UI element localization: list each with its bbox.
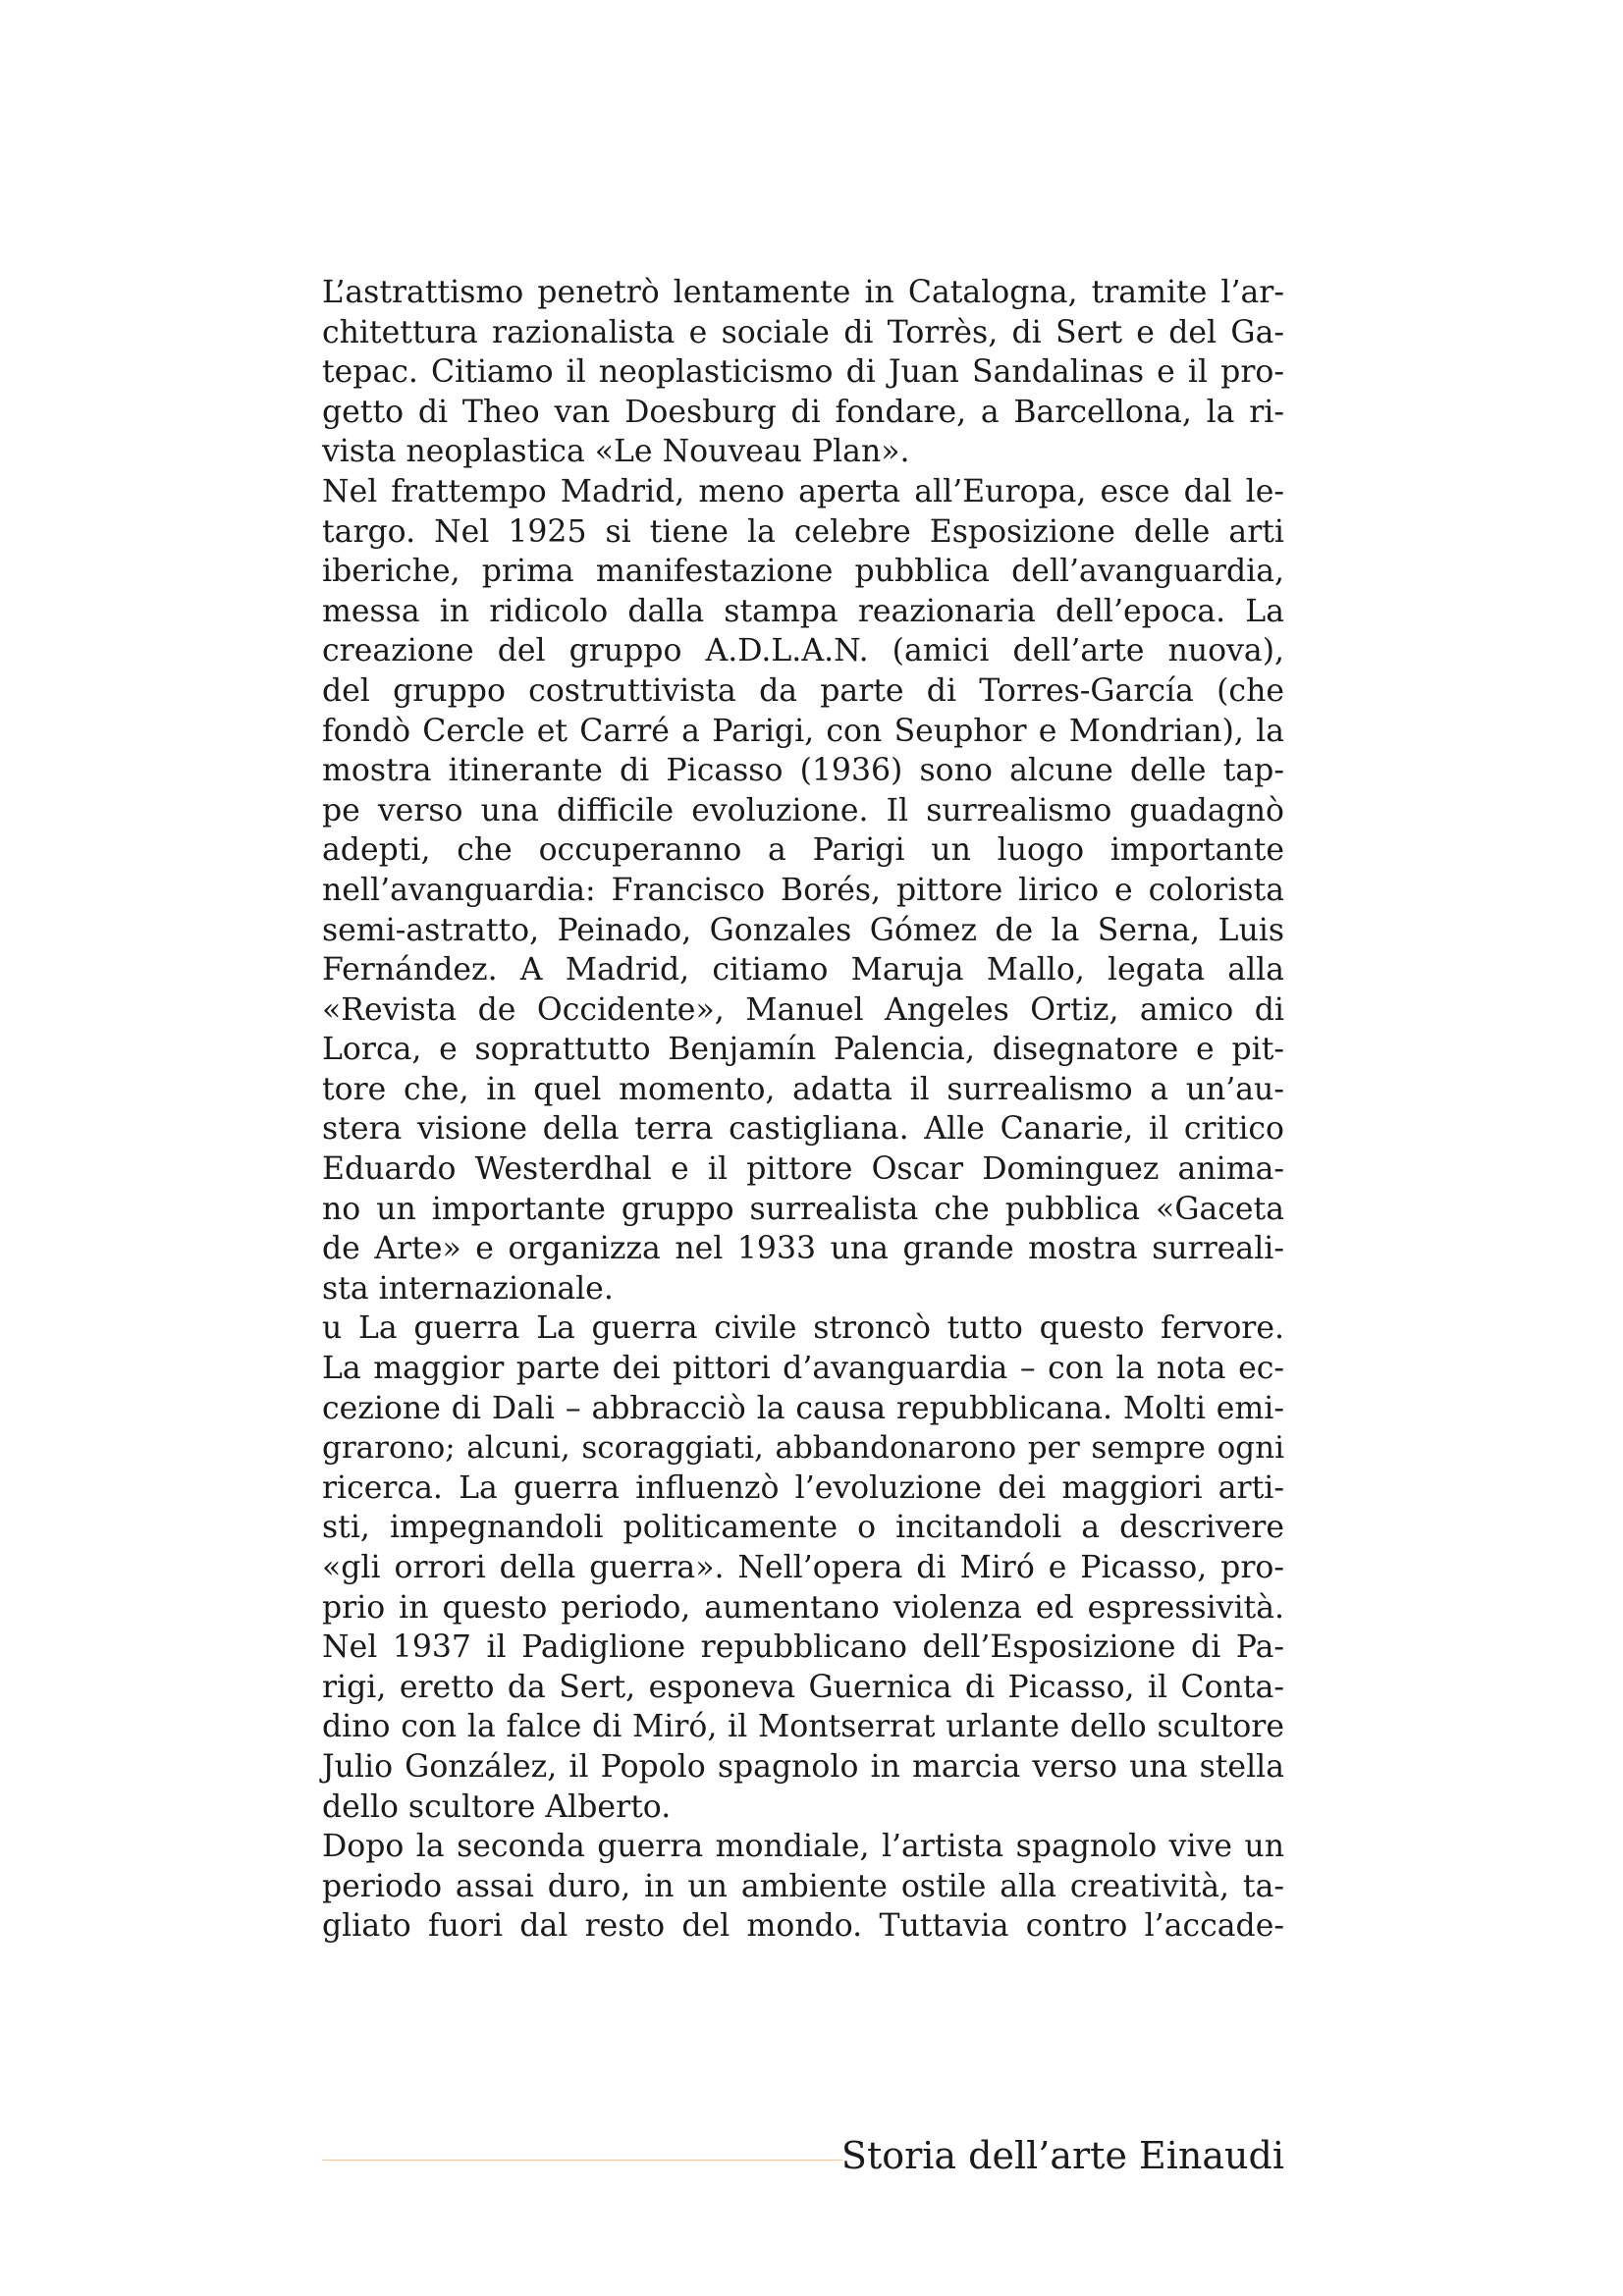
text-line: del gruppo costruttivista da parte di Torres-García (che [322,672,1284,709]
text-line: sta internazionale. [322,1270,614,1307]
text-line: creazione del gruppo A.D.L.A.N. (amici dell’arte nuova), [322,633,1284,669]
text-line: de Arte» e organizza nel 1933 una grande mostra surreali- [322,1231,1284,1267]
text-line: mostra itinerante di Picasso (1936) sono alcune delle tap- [322,753,1284,789]
text-line: Lorca, e soprattutto Benjamín Palencia, disegnatore e pit- [322,1032,1284,1068]
text-line: «gli orrori della guerra». Nell’opera di Miró e Picasso, pro- [322,1550,1284,1585]
text-line: dino con la falce di Miró, il Montserrat urlante dello scultore [322,1709,1284,1745]
text-line: no un importante gruppo surrealista che pubblica «Gaceta [322,1191,1284,1227]
text-line: Julio González, il Popolo spagnolo in marcia verso una stella [322,1748,1284,1785]
text-line: Dopo la seconda guerra mondiale, l’artista spagnolo vive un [322,1829,1284,1865]
text-line: getto di Theo van Doesburg di fondare, a Barcellona, la ri- [322,394,1284,430]
text-line: pe verso una difficile evoluzione. Il surrealismo guadagnò [322,792,1284,828]
text-line: messa in ridicolo dalla stampa reazionaria dell’epoca. La [322,593,1284,629]
text-line: Fernández. A Madrid, citiamo Maruja Mallo, legata alla [322,952,1284,988]
text-line: La maggior parte dei pittori d’avanguardia – con la nota ec- [322,1351,1284,1387]
text-line: periodo assai duro, in un ambiente ostile alla creatività, ta- [322,1868,1284,1904]
text-line: «Revista de Occidente», Manuel Angeles Ortiz, amico di [322,991,1284,1028]
text-line: Nel frattempo Madrid, meno aperta all’Europa, esce dal le- [322,473,1284,509]
text-line: Nel 1937 il Padiglione repubblicano dell’Esposizione di Pa- [322,1629,1284,1666]
text-line: gliato fuori dal resto del mondo. Tuttavia contro l’accade- [322,1908,1284,1945]
body-text [322,273,1284,1947]
text-line: dello scultore Alberto. [322,1789,672,1825]
text-line: prio in questo periodo, aumentano violenza ed espressività. [322,1589,1284,1626]
text-line: chitettura razionalista e sociale di Torrès, di Sert e del Ga- [322,314,1284,350]
text-line: cezione di Dali – abbracciò la causa repubblicana. Molti emi- [322,1390,1284,1426]
text-line: targo. Nel 1925 si tiene la celebre Esposizione delle arti [322,513,1284,550]
text-line: iberiche, prima manifestazione pubblica dell’avanguardia, [322,554,1284,590]
text-line: tepac. Citiamo il neoplasticismo di Juan Sandalinas e il pro- [322,354,1284,391]
text-line: fondò Cercle et Carré a Parigi, con Seuphor e Mondrian), la [322,713,1284,749]
text-line: stera visione della terra castigliana. Alle Canarie, il critico [322,1111,1284,1148]
text-line: tore che, in quel momento, adatta il surrealismo a un’au- [322,1071,1284,1107]
text-line: adepti, che occuperanno a Parigi un luogo importante [322,832,1284,869]
footer-divider [322,2160,842,2161]
text-line: grarono; alcuni, scoraggiati, abbandonarono per sempre ogni [322,1430,1284,1467]
text-line: sti, impegnandoli politicamente o incitandoli a descrivere [322,1510,1284,1546]
text-line: L’astrattismo penetrò lentamente in Catalogna, tramite l’ar- [322,275,1284,310]
text-line: vista neoplastica «Le Nouveau Plan». [322,434,910,470]
text-line: ricerca. La guerra influenzò l’evoluzione dei maggiori arti- [322,1469,1284,1506]
text-line: rigi, eretto da Sert, esponeva Guernica di Picasso, il Conta- [322,1669,1284,1705]
footer-title: Storia dell’arte Einaudi [840,2134,1284,2177]
text-line: nell’avanguardia: Francisco Borés, pittore lirico e colorista [322,872,1284,908]
text-line: Eduardo Westerdhal e il pittore Oscar Dominguez anima- [322,1151,1284,1188]
text-line: semi-astratto, Peinado, Gonzales Gómez de la Serna, Luis [322,912,1284,948]
text-line: u La guerra La guerra civile stroncò tutto questo fervore. [322,1310,1284,1347]
